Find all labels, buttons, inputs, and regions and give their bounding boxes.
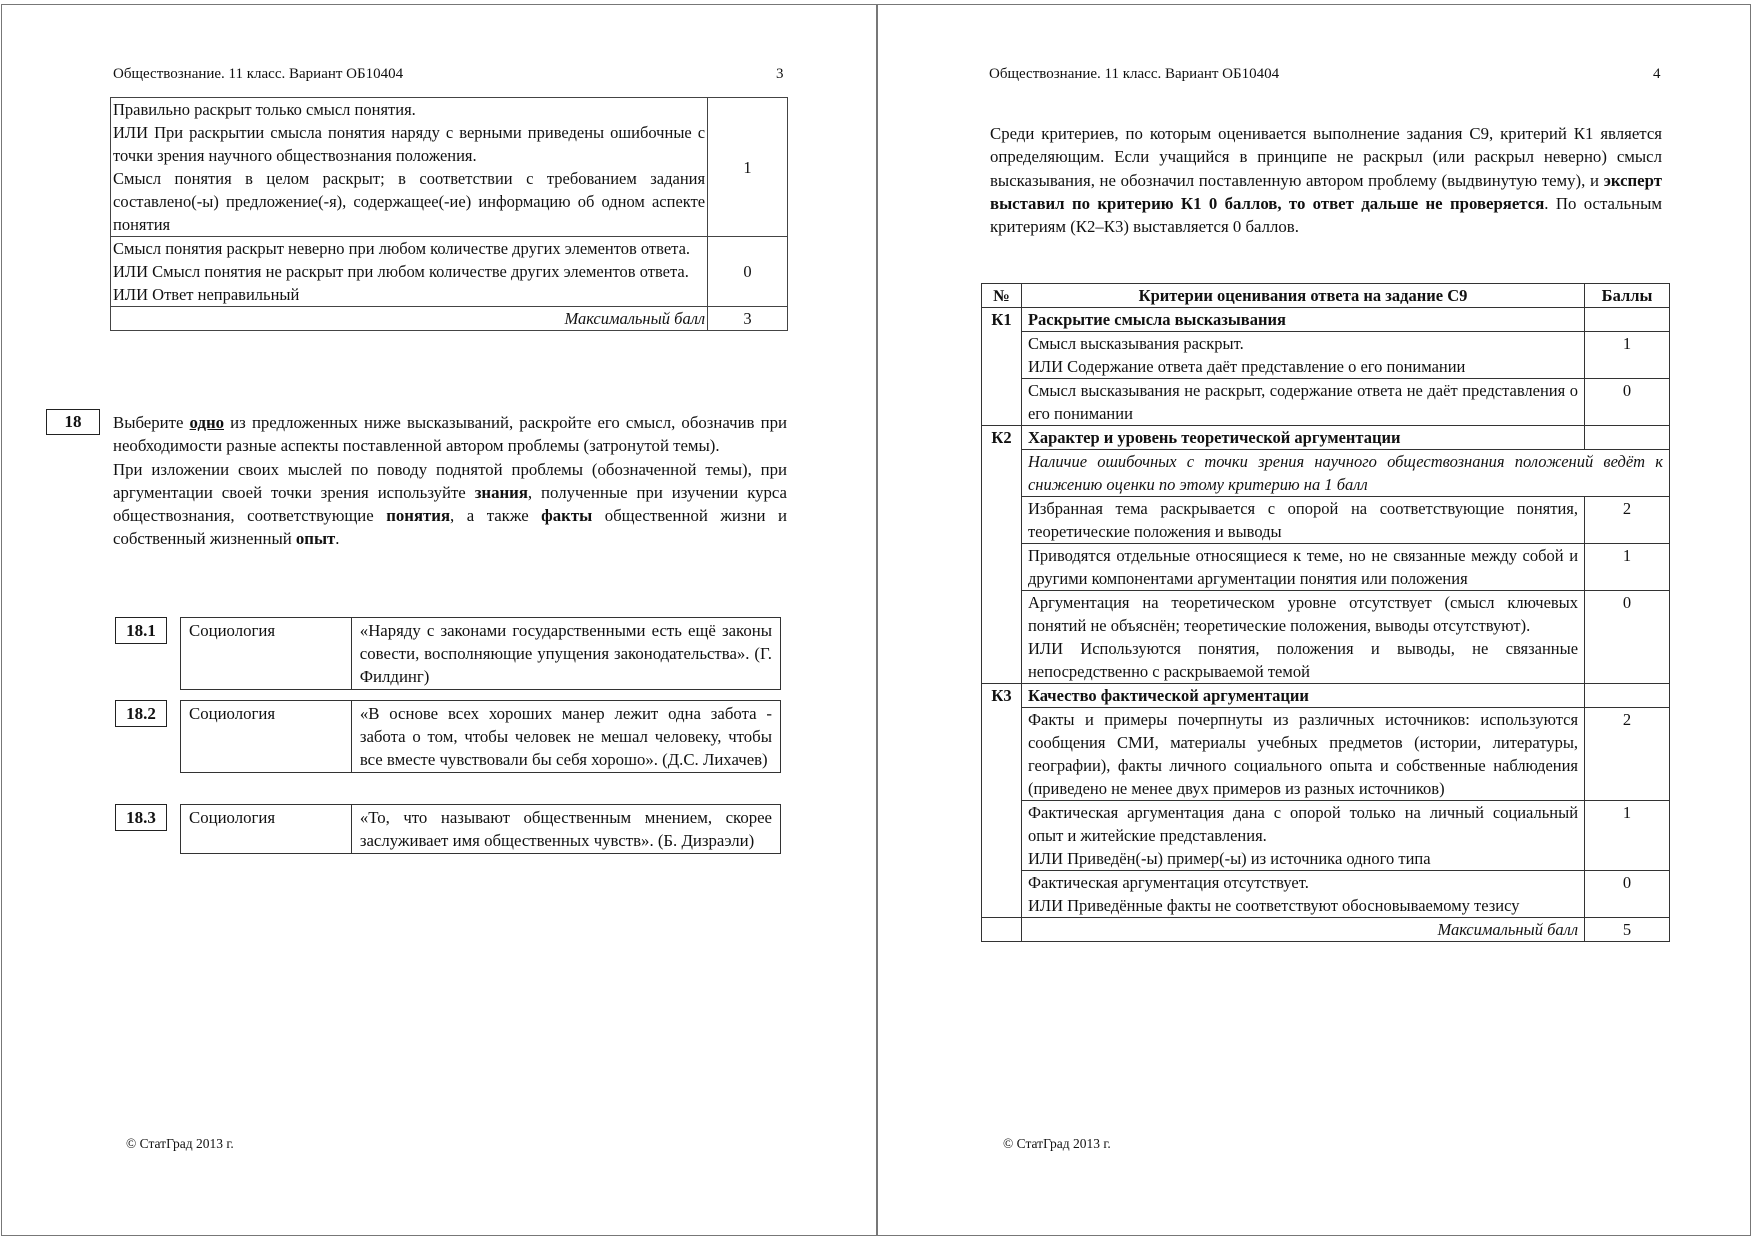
criterion-note: Наличие ошибочных с точки зрения научного обществознания положений ведёт к снижению оценки по этому критерию на 1 балл <box>1021 450 1669 497</box>
criterion-score: 2 <box>1585 708 1670 801</box>
option-number: 18.3 <box>115 804 167 831</box>
task-number-box: 18 <box>46 409 100 435</box>
right-page-number: 4 <box>1653 66 1661 82</box>
option-table <box>180 617 781 690</box>
criterion-code: К1 <box>982 308 1022 332</box>
criteria-max-label: Максимальный балл <box>1021 918 1584 942</box>
criterion-score: 2 <box>1585 497 1670 544</box>
criterion-score: 1 <box>1585 544 1670 591</box>
criterion-k2-row-3: Аргументация на теоретическом уровне отсутствует (смысл ключевых понятий не объяснён; теоретические положения, выводы отсутствуют). ИЛИ Используются понятия, положения и выводы, не связанные непосредственно с раскрываемой темой 0 <box>982 591 1670 684</box>
criteria-intro: Среди критериев, по которым оценивается выполнение задания С9, критерий К1 является определяющим. Если учащийся в принципе не раскрыл (или раскрыл неверно) смысл высказывания, не обозначил поставленную автором проблему (выдвинутую тему), и эксперт выставил по критерию К1 0 баллов, то ответ дальше не проверяется. По остальным критериям (К2–К3) выставляется 0 баллов. <box>990 124 1663 237</box>
criterion-code: К2 <box>982 426 1022 450</box>
task-instructions <box>113 411 787 551</box>
option-quote: «То, что называют общественным мнением, скорее заслуживает имя общественных чувств». (Б. Дизраэли) <box>351 805 780 854</box>
criterion-k2-note-row <box>982 450 1670 497</box>
criterion-score: 0 <box>1585 591 1670 684</box>
option-table <box>180 804 781 854</box>
col-criteria-header: Критерии оценивания ответа на задание С9 <box>1021 284 1584 308</box>
grading-row-1 <box>111 98 788 237</box>
option-quote: «Наряду с законами государственными есть ещё законы совести, восполняющие упущения законодательства». (Г. Филдинг) <box>351 618 780 690</box>
right-page-footer: © СтатГрад 2013 г. <box>1003 1136 1111 1151</box>
criterion-k2-title-row <box>982 426 1670 450</box>
criterion-score: 1 <box>1585 332 1670 379</box>
left-page-footer: © СтатГрад 2013 г. <box>126 1136 234 1151</box>
criterion-score: 0 <box>1585 871 1670 918</box>
grading-max-score: 3 <box>708 307 788 331</box>
criterion-code: К3 <box>982 684 1022 708</box>
grading-row-2-text: Смысл понятия раскрыт неверно при любом количестве других элементов ответа. ИЛИ Смысл понятия не раскрыт при любом количестве других элементов ответа. ИЛИ Ответ неправильный <box>111 237 708 307</box>
task-paragraph-2: При изложении своих мыслей по поводу поднятой проблемы (обозначенной темы), при аргументации своей точки зрения используйте знания, полученные при изучении курса обществознания, соответствующие понятия, а также факты общественной жизни и собственный жизненный опыт. <box>113 459 787 549</box>
right-page-header: Обществознание. 11 класс. Вариант ОБ10404 <box>989 66 1280 82</box>
option-subject: Социология <box>181 805 352 854</box>
criterion-k3-title-row <box>982 684 1670 708</box>
criterion-title: Характер и уровень теоретической аргументации <box>1021 426 1584 450</box>
criterion-k1-title-row <box>982 308 1670 332</box>
option-number: 18.1 <box>115 617 167 644</box>
criterion-k2-row-2: Приводятся отдельные относящиеся к теме, но не связанные между собой и другими компонентами аргументации понятия или положения 1 <box>982 544 1670 591</box>
criterion-score: 0 <box>1585 379 1670 426</box>
grading-row-2-score: 0 <box>708 237 788 307</box>
col-number-header: № <box>982 284 1022 308</box>
criterion-title: Раскрытие смысла высказывания <box>1021 308 1584 332</box>
criterion-title: Качество фактической аргументации <box>1021 684 1584 708</box>
option-number: 18.2 <box>115 700 167 727</box>
grading-row-1-score: 1 <box>708 98 788 237</box>
grading-table-17 <box>110 97 788 331</box>
criterion-k3-row-2: Фактическая аргументация дана с опорой только на личный социальный опыт и житейские представления. ИЛИ Приведён(-ы) пример(-ы) из источника одного типа 1 <box>982 801 1670 871</box>
criteria-max-row <box>982 918 1670 942</box>
criterion-score: 1 <box>1585 801 1670 871</box>
grading-max-label: Максимальный балл <box>111 307 708 331</box>
criteria-header-row <box>982 284 1670 308</box>
criterion-k3-row-3: Фактическая аргументация отсутствует. ИЛИ Приведённые факты не соответствуют обосновываемому тезису 0 <box>982 871 1670 918</box>
col-score-header: Баллы <box>1585 284 1670 308</box>
option-subject: Социология <box>181 618 352 690</box>
option-table <box>180 700 781 773</box>
option-quote: «В основе всех хороших манер лежит одна забота - забота о том, чтобы человек не мешал человеку, чтобы все вместе чувствовали бы себя хорошо». (Д.С. Лихачев) <box>351 701 780 773</box>
option-subject: Социология <box>181 701 352 773</box>
grading-max-row <box>111 307 788 331</box>
task-paragraph-1: Выберите одно из предложенных ниже высказываний, раскройте его смысл, обозначив при необходимости разные аспекты поставленной автором проблемы (затронутой темы). <box>113 413 787 456</box>
criterion-k1-row-2: Смысл высказывания не раскрыт, содержание ответа не даёт представления о его понимании 0 <box>982 379 1670 426</box>
criteria-max-score: 5 <box>1585 918 1670 942</box>
emphasis-one: одно <box>189 413 225 432</box>
criterion-k1-row-1: Смысл высказывания раскрыт. ИЛИ Содержание ответа даёт представление о его понимании 1 <box>982 332 1670 379</box>
criterion-k3-row-1: Факты и примеры почерпнуты из различных источников: используются сообщения СМИ, материалы учебных предметов (истории, литературы, географии), факты личного социального опыта и собственные наблюдения (приведено не менее двух примеров из разных источников) 2 <box>982 708 1670 801</box>
left-page-header: Обществознание. 11 класс. Вариант ОБ10404 <box>113 66 404 82</box>
grading-row-1-text: Правильно раскрыт только смысл понятия. ИЛИ При раскрытии смысла понятия наряду с верными приведены ошибочные с точки зрения научного обществознания положения. Смысл понятия в целом раскрыт; в соответствии с требованием задания составлено(-ы) предложение(-я), содержащее(-ие) информацию об одном аспекте понятия <box>111 98 708 237</box>
criterion-k2-row-1: Избранная тема раскрывается с опорой на соответствующие понятия, теоретические положения и выводы 2 <box>982 497 1670 544</box>
left-page-number: 3 <box>776 66 784 82</box>
criteria-table-c9 <box>981 283 1670 942</box>
grading-row-2 <box>111 237 788 307</box>
